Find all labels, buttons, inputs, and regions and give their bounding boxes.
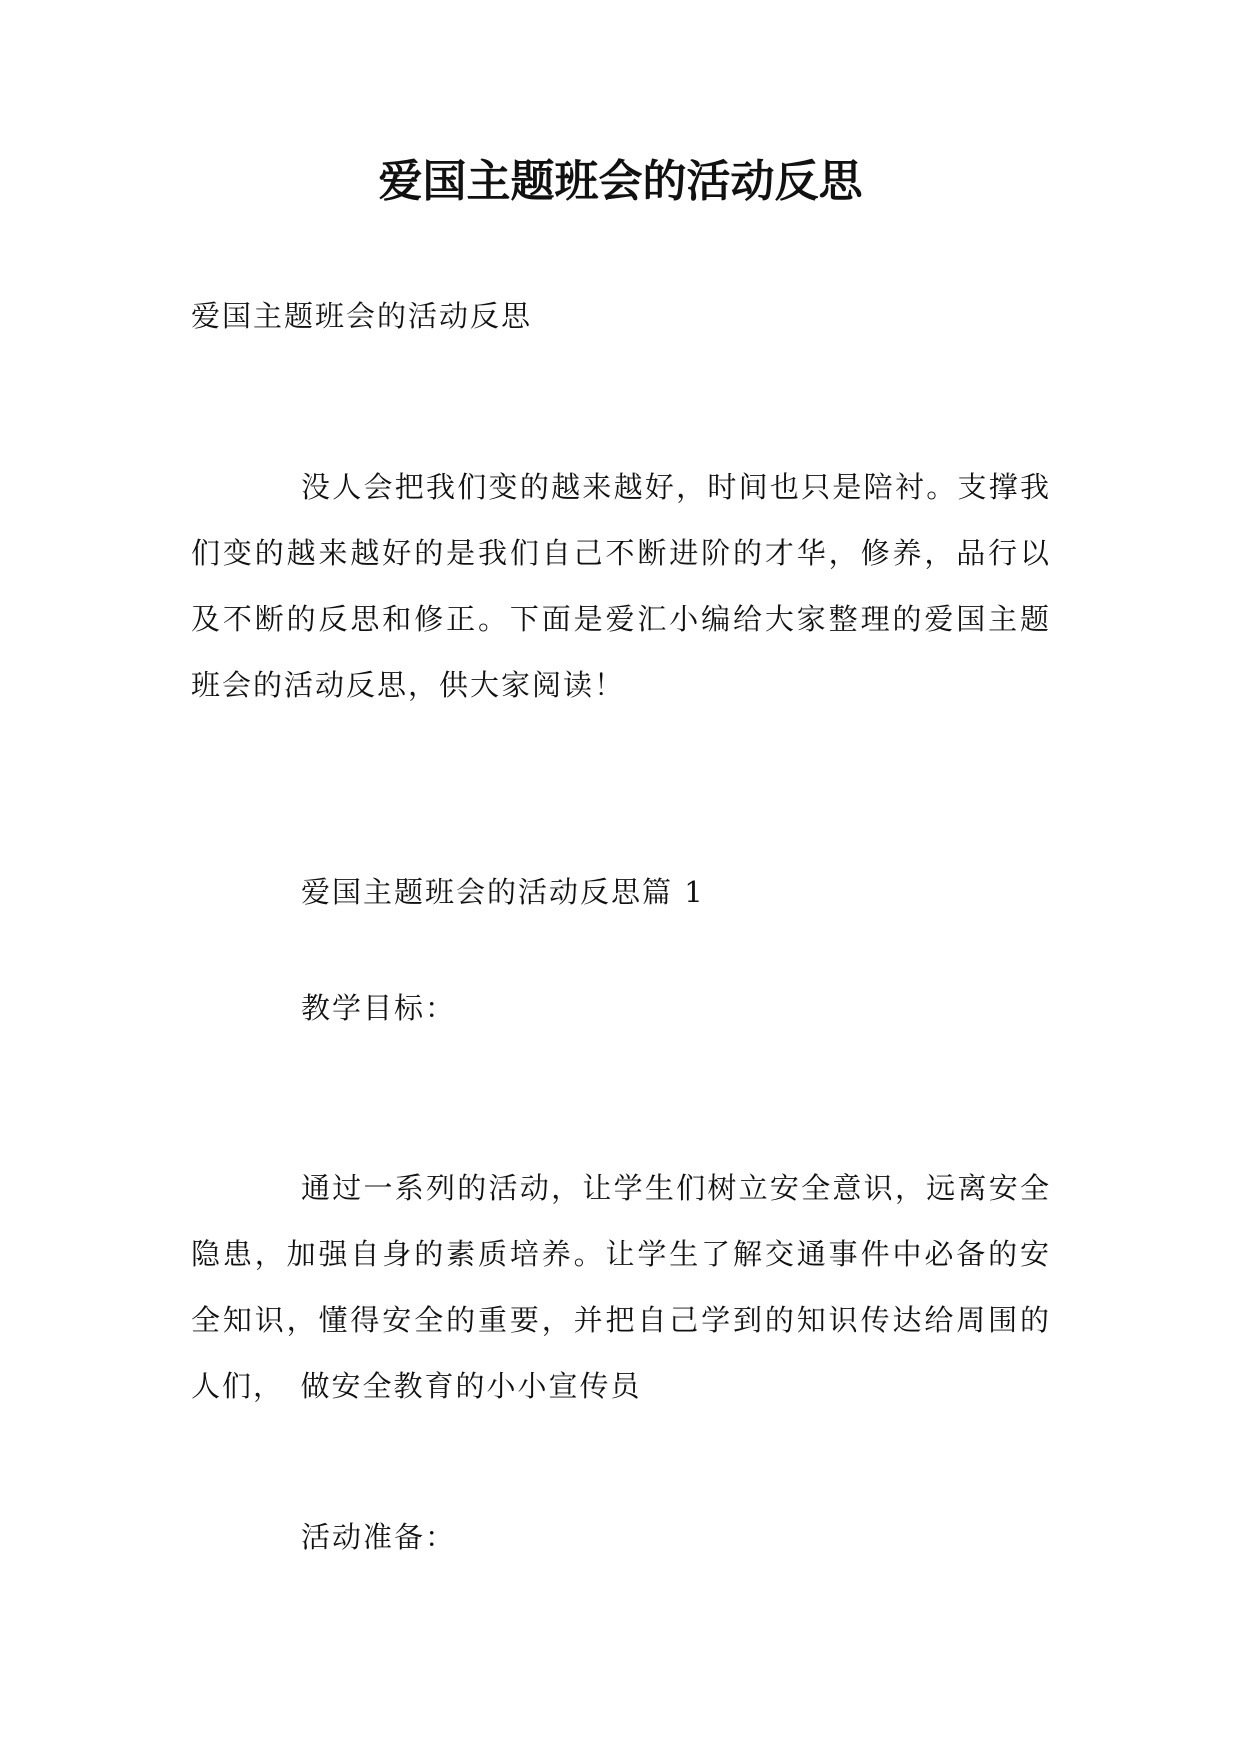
document-subtitle: 爱国主题班会的活动反思 <box>191 299 533 333</box>
section-heading: 爱国主题班会的活动反思篇 1 <box>301 875 705 909</box>
document-title: 爱国主题班会的活动反思 <box>378 156 863 207</box>
goals-label: 教学目标： <box>301 991 457 1025</box>
intro-paragraph: 没人会把我们变的越来越好，时间也只是陪衬。支撑我们变的越来越好的是我们自己不断进阶的才华，修养，品行以及不断的反思和修正。下面是爱汇小编给大家整理的爱国主题班会的活动反思，供大家阅读！ <box>191 470 1051 702</box>
preparation-label: 活动准备： <box>301 1520 457 1554</box>
goals-paragraph: 通过一系列的活动，让学生们树立安全意识，远离安全隐患，加强自身的素质培养。让学生了解交通事件中必备的安全知识，懂得安全的重要，并把自己学到的知识传达给周围的人们， 做安全教育的小小宣传员 <box>191 1171 1051 1403</box>
